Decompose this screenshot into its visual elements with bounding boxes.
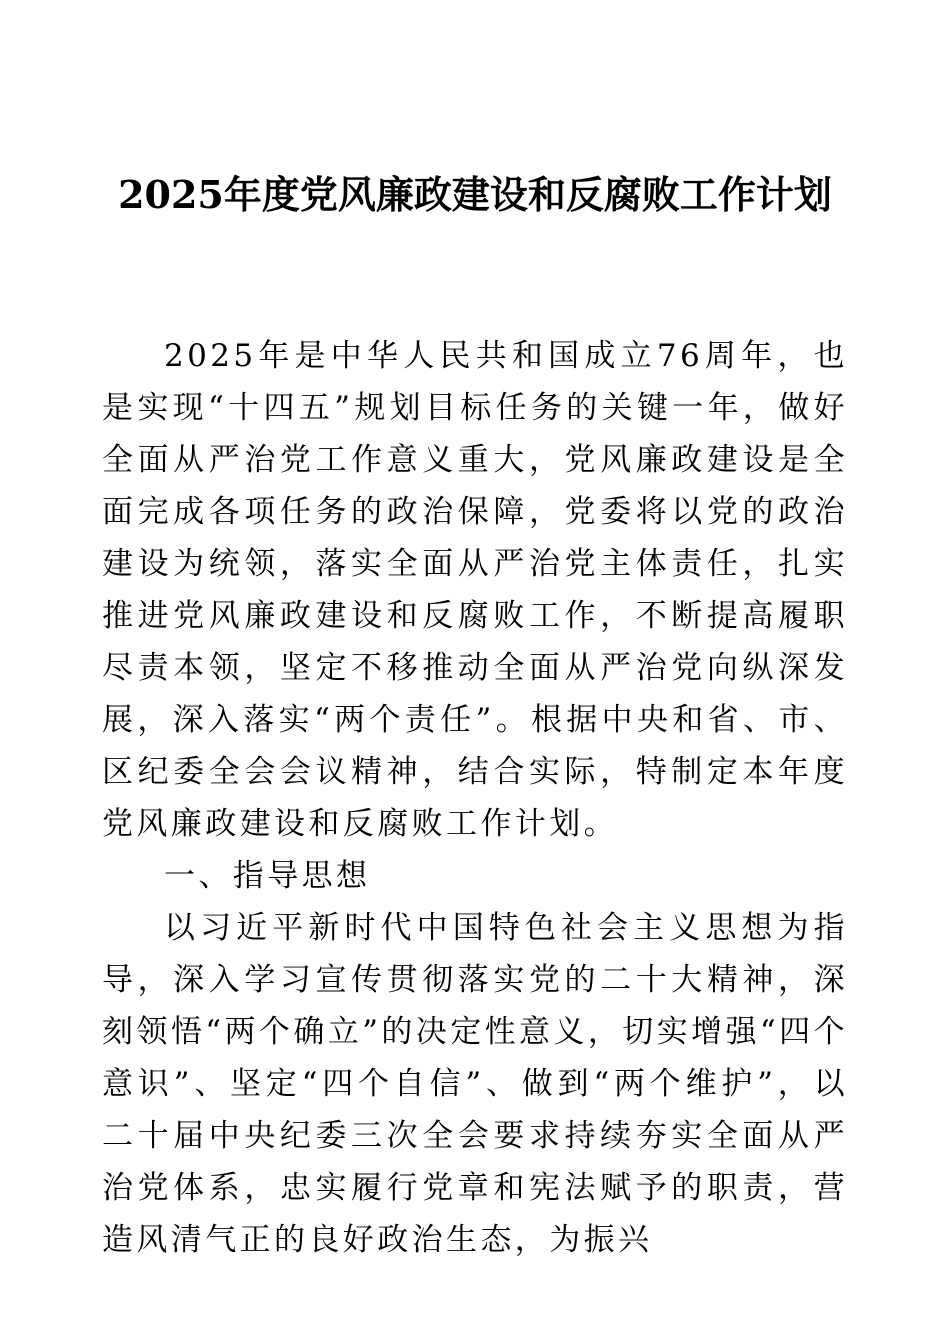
document-title: 2025年度党风廉政建设和反腐败工作计划 <box>118 172 832 217</box>
section-heading-guiding-ideology: 一、指导思想 <box>164 858 371 894</box>
document-body <box>102 330 848 1266</box>
guiding-ideology-paragraph: 以习近平新时代中国特色社会主义思想为指导，深入学习宣传贯彻落实党的二十大精神，深刻领悟“两个确立”的决定性意义，切实增强“四个意识”、坚定“四个自信”、做到“两个维护”，以二十届中央纪委三次全会要求持续夯实全面从严治党体系，忠实履行党章和宪法赋予的职责，营造风清气正的良好政治生态，为振兴 <box>102 910 848 1258</box>
intro-paragraph: 2025年是中华人民共和国成立76周年，也是实现“十四五”规划目标任务的关键一年，做好全面从严治党工作意义重大，党风廉政建设是全面完成各项任务的政治保障，党委将以党的政治建设为统领，落实全面从严治党主体责任，扎实推进党风廉政建设和反腐败工作，不断提高履职尽责本领，坚定不移推动全面从严治党向纵深发展，深入落实“两个责任”。根据中央和省、市、区纪委全会会议精神，结合实际，特制定本年度党风廉政建设和反腐败工作计划。 <box>102 338 848 842</box>
